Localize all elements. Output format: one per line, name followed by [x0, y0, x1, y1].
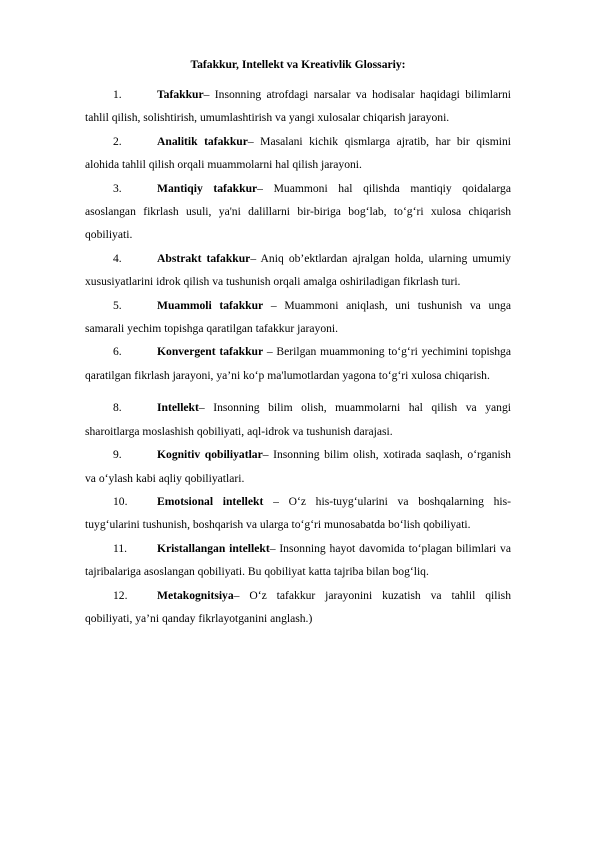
- entry-term: Muammoli tafakkur: [157, 298, 264, 312]
- entry-definition: – Muammoni hal qilishda mantiqiy qoidalarga asoslangan fikrlash usuli, ya'ni dalillarni bir-biriga bog‘lab, to‘g‘ri xulosa chiqarish qobiliyati.: [85, 181, 511, 242]
- glossary-entry-11: [85, 537, 511, 584]
- entry-definition: – Berilgan muammoning to‘g‘ri yechimini topishga qaratilgan fikrlash jarayoni, ya’ni ko‘p ma'lumotlardan yagona to‘g‘ri xulosa chiqarish.: [85, 345, 511, 382]
- entry-definition: – Muammoni aniqlash, uni tushunish va unga samarali yechim topishga qaratilgan tafakkur jarayoni.: [85, 298, 512, 336]
- glossary-entry-12: [85, 584, 511, 631]
- entry-term: Tafakkur: [157, 88, 204, 101]
- entry-term: Mantiqiy tafakkur: [157, 181, 258, 195]
- entry-number: 11.: [113, 541, 128, 555]
- glossary-entry-4: [85, 247, 511, 294]
- entry-definition: – Masalani kichik qismlarga ajratib, har bir qismini alohida tahlil qilish orqali muammolarni hal qilish jarayoni.: [85, 134, 511, 172]
- entry-number: 3.: [113, 181, 122, 195]
- entry-number: 5.: [113, 298, 122, 312]
- entry-definition: – Insonning bilim olish, xotirada saqlash, o‘rganish va o‘ylash kabi aqliy qobiliyatlari.: [85, 448, 511, 485]
- entry-term: Analitik tafakkur: [157, 134, 248, 148]
- entry-term: Kristallangan intellekt: [157, 541, 270, 555]
- entry-term: Metakognitsiya: [157, 588, 234, 602]
- document-title: Tafakkur, Intellekt va Kreativlik Glossariy:: [190, 58, 406, 71]
- entry-definition: – Insonning hayot davomida to‘plagan bilimlari va tajribalariga asoslangan qobiliyati. Bu qobiliyat katta tajriba bilan bog‘liq.: [85, 541, 511, 579]
- entry-definition: – Insonning atrofdagi narsalar va hodisalar haqidagi bilimlarni tahlil qilish, solishtirish, umumlashtirish va yangi xulosalar chiqarish jarayoni.: [85, 88, 511, 125]
- document-page: [85, 57, 511, 630]
- entry-definition: – O‘z his-tuyg‘ularini va boshqalarning his-tuyg‘ularini tushunish, boshqarish va ularga to‘g‘ri munosabatda bo‘lish qobiliyati.: [85, 494, 511, 532]
- entry-number: 10.: [113, 494, 128, 508]
- entry-number: 6.: [113, 345, 122, 359]
- entry-term: Konvergent tafakkur: [157, 345, 264, 359]
- glossary-entry-3: [85, 177, 511, 247]
- glossary-entry-5: [85, 294, 511, 341]
- glossary-entry-1: [85, 83, 511, 130]
- entry-number: 4.: [113, 251, 122, 265]
- entry-number: 1.: [113, 88, 122, 101]
- entry-number: 2.: [113, 134, 122, 148]
- entry-term: Emotsional intellekt: [157, 494, 264, 508]
- entry-term: Abstrakt tafakkur: [157, 251, 251, 265]
- entry-term: Kognitiv qobiliyatlar: [157, 448, 263, 462]
- glossary-entry-2: [85, 130, 511, 177]
- entry-number: 9.: [113, 448, 122, 462]
- entry-definition: – O‘z tafakkur jarayonini kuzatish va tahlil qilish qobiliyati, ya’ni qanday fikrlayotganini anglash.): [85, 588, 511, 625]
- glossary-entry-10: [85, 490, 511, 537]
- entry-term: Intellekt: [157, 401, 199, 415]
- entry-definition: – Aniq ob’ektlardan ajralgan holda, ularning umumiy xususiyatlarini idrok qilish va tushunish orqali amalga oshiriladigan fikrlash turi.: [85, 251, 511, 289]
- entry-number: 12.: [113, 588, 128, 602]
- entry-definition: – Insonning bilim olish, muammolarni hal qilish va yangi sharoitlarga moslashish qobiliyati, aql-idrok va tushunish darajasi.: [85, 401, 511, 438]
- entry-number: 8.: [113, 401, 122, 415]
- glossary-entry-9: [85, 443, 511, 490]
- glossary-entry-8: [85, 396, 511, 443]
- glossary-entry-6: [85, 340, 511, 387]
